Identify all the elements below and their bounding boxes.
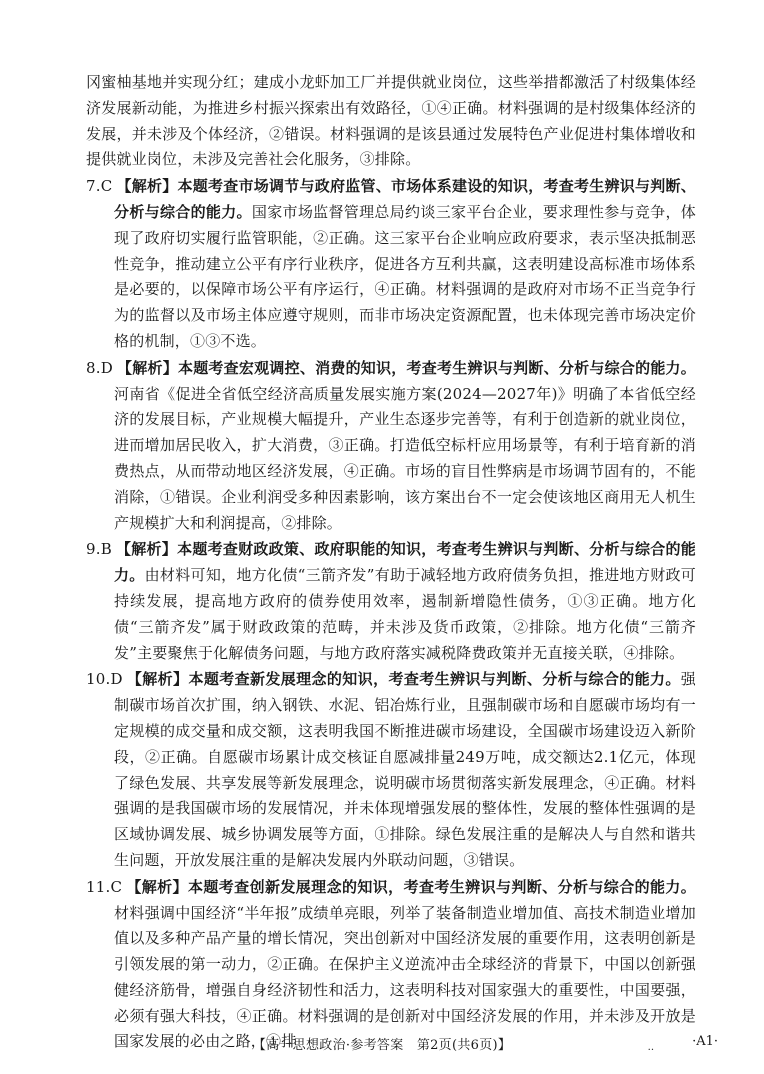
question-number: 7. [86,177,101,196]
analysis-body: 国家市场监督管理总局约谈三家平台企业，要求理性参与竞争，体现了政府切实履行监管职能，②正确。这三家平台企业响应政府要求，表示坚决抵制恶性竞争，推动建立公平有序行业秩序，促进各方互利共赢，这表明建设高标准市场体系是必要的，以保障市场公平有序运行，④正确。材料强调的是政府对市场不正当竞争行为的监督以及市场主体应遵守规则，而非市场决定资源配置，也未体现完善市场决定价格的机制，①③不选。 [114,202,696,350]
answer-item-7 [86,174,696,355]
question-number: 11. [86,877,111,896]
answer-letter: D [100,358,113,377]
analysis-lead: 本题考查创新发展理念的知识，考查考生辨识与判断、分析与综合的能力。 [187,877,696,896]
answer-letter: C [100,177,113,196]
analysis-body: 河南省《促进全省低空经济高质量发展实施方案(2024—2027年)》明确了本省低空经济的发展目标，产业规模大幅提升，产业生态逐步完善等，有利于创造新的就业岗位，进而增加居民收入，扩大消费，③正确。打造低空标杆应用场景等，有利于培育新的消费热点，从而带动地区经济发展，④正确。市场的盲目性弊病是市场调节固有的，不能消除，①错误。企业利润受多种因素影响，该方案出台不一定会使该地区商用无人机生产规模扩大和利润提高，②排除。 [114,384,696,532]
analysis-lead: 本题考查新发展理念的知识，考查考生辨识与判断、分析与综合的能力。 [188,670,681,689]
analysis-tag: 【解析】 [116,358,178,377]
question-number: 8. [86,358,101,377]
analysis-lead: 本题考查市场调节与政府监管、市场体系建设的知识，考查考生辨识与判断、分析与综合的能力。 [114,177,696,221]
analysis-tag: 【解析】 [126,877,188,896]
analysis-body: 材料强调中国经济“半年报”成绩单亮眼，列举了装备制造业增加值、高技术制造业增加值以及多种产品产量的增长情况，突出创新对中国经济发展的重要作用，这表明创新是引领发展的第一动力，②正确。在保护主义逆流冲击全球经济的背景下，中国以创新强健经济筋骨，增强自身经济韧性和活力，这表明科技对国家强大的重要性，中国要强，必须有强大科技，④正确。材料强调的是创新对中国经济发展的作用，并未涉及开放是国家发展的必由之路，①排 [114,903,696,1051]
analysis-tag: 【解析】 [126,670,189,689]
intro-paragraph: 冈蜜柚基地并实现分红；建成小龙虾加工厂并提供就业岗位，这些举措都激活了村级集体经济发展新动能，为推进乡村振兴探索出有效路径，①④正确。材料强调的是村级集体经济的发展，并未涉及个体经济，②错误。材料强调的是该县通过发展特色产业促进村集体增收和提供就业岗位，未涉及完善社会化服务，③排除。 [86,73,696,169]
footer-mark: .. [647,1042,654,1053]
page-footer [0,1034,764,1053]
analysis-body: 由材料可知，地方化债“三箭齐发”有助于减轻地方政府债务负担，推进地方财政可持续发展，提高地方政府的债券使用效率，遏制新增隐性债务，①③正确。地方化债“三箭齐发”属于财政政策的范畴，并未涉及货币政策，②排除。地方化债“三箭齐发”主要聚焦于化解债务问题，与地方政府落实减税降费政策并无直接关联，④排除。 [114,566,696,662]
answer-item-9 [86,537,696,666]
footer-title: 【高一思想政治·参考答案 第2页(共6页)】 [252,1038,512,1053]
analysis-body: 强制碳市场首次扩围，纳入钢铁、水泥、铝冶炼行业，且强制碳市场和自愿碳市场均有一定规模的成交量和成交额，这表明我国不断推进碳市场建设，全国碳市场建设迈入新阶段，②正确。自愿碳市场累计成交核证自愿减排量249万吨，成交额达2.1亿元，体现了绿色发展、共享发展等新发展理念，说明碳市场贯彻落实新发展理念，④正确。材料强调的是我国碳市场的发展情况，并未体现增强发展的整体性，发展的整体性强调的是区域协调发展、城乡协调发展等方面，①排除。绿色发展注重的是解决人与自然和谐共生问题，开放发展注重的是解决发展内外联动问题，③错误。 [114,670,696,869]
answer-item-8 [86,356,696,537]
analysis-lead: 本题考查财政政策、政府职能的知识，考查考生辨识与判断、分析与综合的能力。 [114,540,696,585]
answer-page [86,70,696,1055]
answer-letter: B [100,540,112,559]
answer-letter: C [110,877,123,896]
analysis-lead: 本题考查宏观调控、消费的知识，考查考生辨识与判断、分析与综合的能力。 [177,358,696,377]
answer-item-11 [86,875,696,1056]
footer-code: ·A1· [692,1034,718,1049]
question-number: 10. [86,670,111,689]
analysis-tag: 【解析】 [115,540,178,559]
answer-item-10 [86,667,696,873]
question-number: 9. [86,540,101,559]
answer-letter: D [110,670,123,689]
analysis-tag: 【解析】 [116,177,178,196]
